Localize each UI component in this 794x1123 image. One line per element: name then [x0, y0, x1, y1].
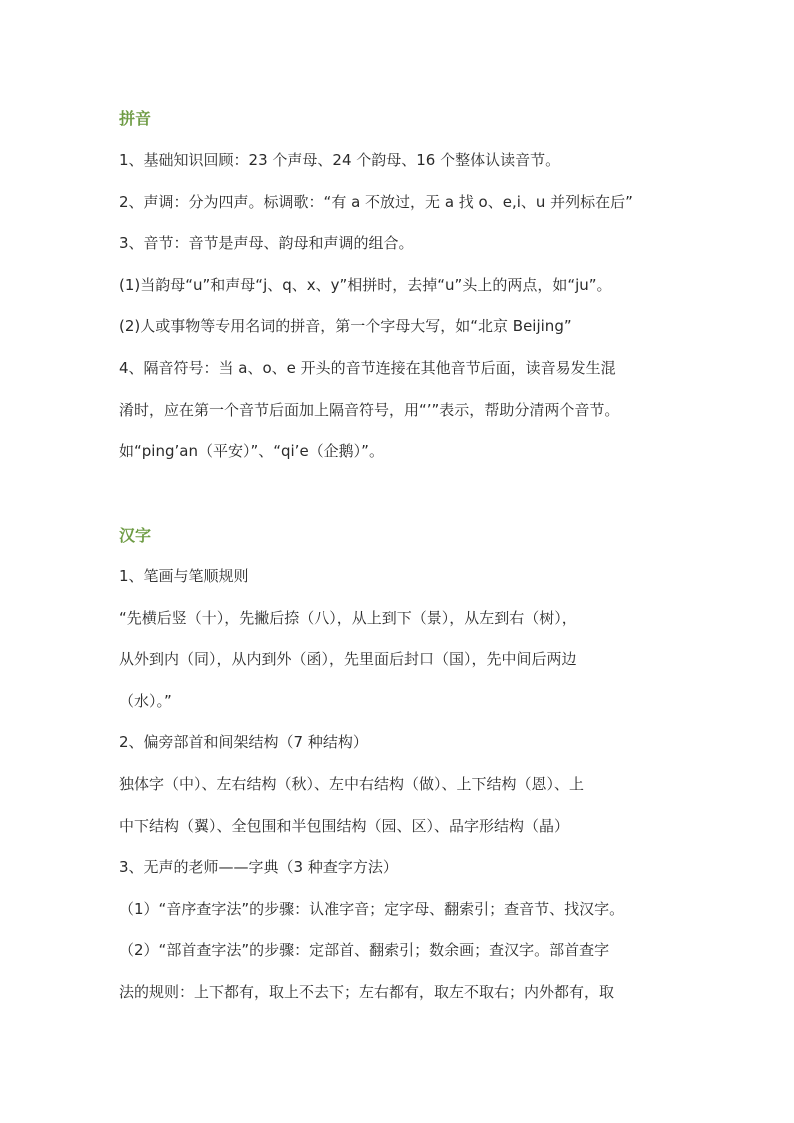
- hanzi-line-11: 法的规则：上下都有，取上不去下；左右都有，取左不取右；内外都有，取: [119, 983, 615, 1001]
- hanzi-line-8: 3、无声的老师——字典（3 种查字方法）: [119, 858, 398, 876]
- pinyin-line-4: (1)当韵母“u”和声母“j、q、x、y”相拼时，去掉“u”头上的两点，如“ju”。: [119, 276, 612, 294]
- hanzi-line-7: 中下结构（翼）、全包围和半包围结构（园、区）、品字形结构（晶）: [119, 817, 570, 835]
- hanzi-line-9: （1）“音序查字法”的步骤：认准字音；定字母、翻索引；查音节、找汉字。: [119, 900, 625, 918]
- hanzi-line-1: 1、笔画与笔顺规则: [119, 567, 249, 585]
- hanzi-line-6: 独体字（中）、左右结构（秋）、左中右结构（做）、上下结构（恩）、上: [119, 775, 585, 793]
- section-title-hanzi: 汉字: [119, 526, 152, 545]
- pinyin-line-3: 3、音节：音节是声母、韵母和声调的组合。: [119, 234, 414, 252]
- pinyin-line-6: 4、隔音符号：当 a、o、e 开头的音节连接在其他音节后面，读音易发生混: [119, 359, 616, 377]
- pinyin-line-8: 如“ping’an（平安）”、“qi’e（企鹅）”。: [119, 442, 384, 460]
- hanzi-line-3: 从外到内（同），从内到外（函），先里面后封口（国），先中间后两边: [119, 650, 577, 668]
- hanzi-line-10: （2）“部首查字法”的步骤：定部首、翻索引；数余画；查汉字。部首查字: [119, 941, 610, 959]
- section-title-pinyin: 拼音: [119, 109, 152, 128]
- pinyin-line-7: 淆时，应在第一个音节后面加上隔音符号，用“’”表示，帮助分清两个音节。: [119, 401, 620, 419]
- pinyin-line-5: (2)人或事物等专用名词的拼音，第一个字母大写，如“北京 Beijing”: [119, 317, 572, 335]
- pinyin-line-2: 2、声调：分为四声。标调歌：“有 a 不放过，无 a 找 o、e,i、u 并列标在后”: [119, 193, 633, 211]
- hanzi-line-5: 2、偏旁部首和间架结构（7 种结构）: [119, 733, 368, 751]
- hanzi-line-4: （水）。”: [119, 692, 172, 710]
- hanzi-line-2: “先横后竖（十），先撇后捺（八），从上到下（景），从左到右（树），: [119, 609, 577, 627]
- pinyin-line-1: 1、基础知识回顾：23 个声母、24 个韵母、16 个整体认读音节。: [119, 151, 561, 169]
